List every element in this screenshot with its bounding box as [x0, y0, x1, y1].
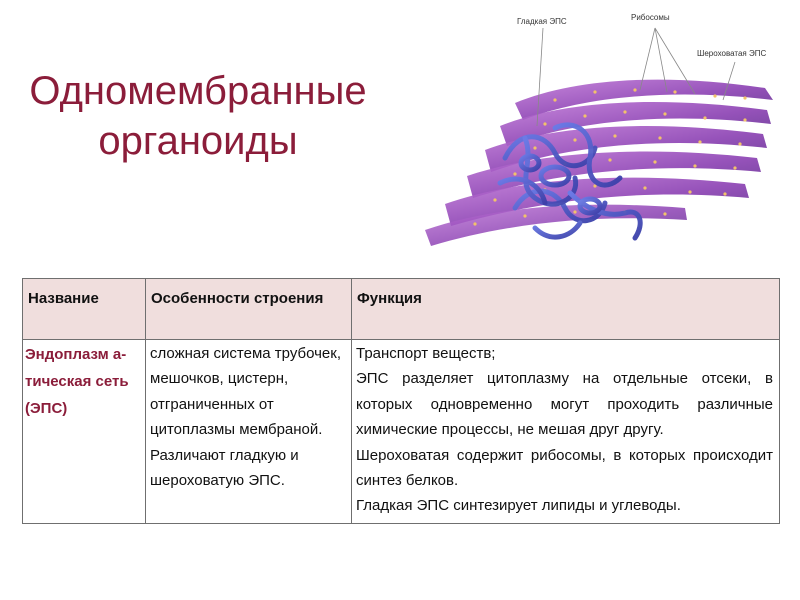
label-rough-er: Шероховатая ЭПС	[697, 49, 767, 58]
rough-er-sheets	[425, 80, 773, 246]
function-paragraph: Транспорт веществ;	[356, 345, 496, 362]
page-title	[22, 66, 374, 166]
header-structure: Особенности строения	[146, 279, 352, 340]
table-row	[23, 340, 780, 524]
function-paragraph: Гладкая ЭПС синтезирует липиды и углеводы.	[356, 497, 681, 515]
cell-function	[352, 340, 780, 524]
cell-name: Эндоплазм а-тическая сеть (ЭПС)	[23, 340, 146, 524]
function-paragraph: Шероховатая содержит рибосомы, в которых происходит синтез белков.	[356, 446, 773, 490]
title-line-2: органоиды	[98, 119, 298, 163]
table-header-row	[23, 279, 780, 340]
cell-structure: сложная система трубочек, мешочков, цистерн, отграниченных от цитоплазмы мембраной. Различают гладкую и шероховатую ЭПС.	[146, 340, 352, 524]
header-name: Название	[23, 279, 146, 340]
header-function: Функция	[352, 279, 780, 340]
organelles-table	[22, 278, 780, 524]
function-paragraph: ЭПС разделяет цитоплазму на отдельные отсеки, в которых одновременно могут проходить различные химические процессы, не мешая друг другу.	[356, 370, 773, 439]
label-smooth-er: Гладкая ЭПС	[517, 17, 567, 26]
label-ribosomes: Рибосомы	[631, 13, 670, 22]
er-illustration	[405, 8, 795, 260]
title-line-1: Одномембранные	[29, 69, 367, 113]
